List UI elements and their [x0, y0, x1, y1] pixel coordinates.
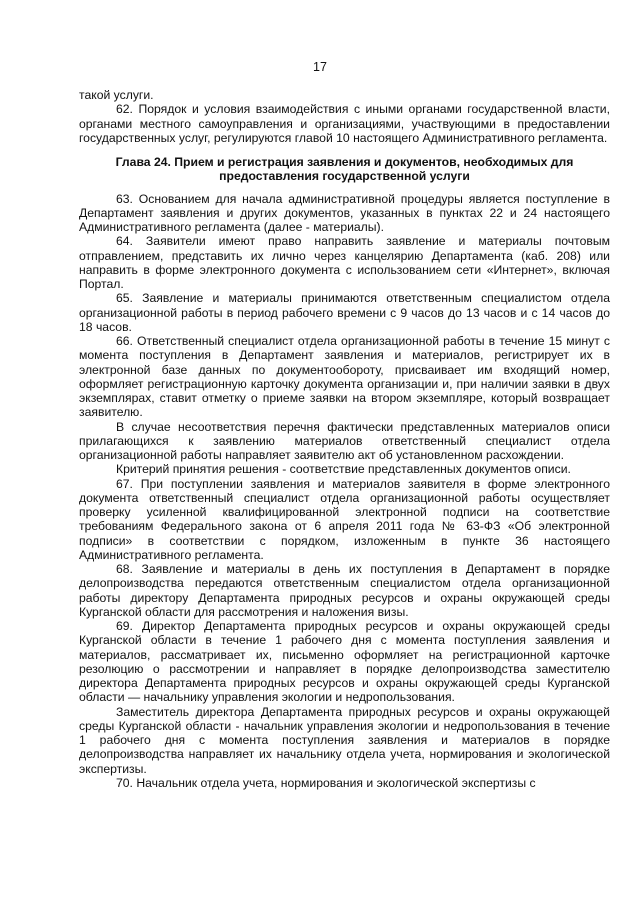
document-body: [79, 88, 610, 790]
paragraph-69: 69. Директор Департамента природных ресурсов и охраны окружающей среды Курганской области в течение 1 рабочего дня с момента поступления заявления и материалов, рассматривает их, письменно оформляет на регистрационной карточке резолюцию о рассмотрении и направляет в порядке делопроизводства заместителю директора Департамента природных ресурсов и охраны окружающей среды Курганской области — начальнику управления экологии и недропользования.: [79, 619, 610, 705]
paragraph-64: 64. Заявители имеют право направить заявление и материалы почтовым отправлением, представить их лично через канцелярию Департамента (каб. 208) или направить в форме электронного документа с использованием сети «Интернет», включая Портал.: [79, 234, 610, 291]
paragraph-continuation: такой услуги.: [79, 88, 154, 102]
paragraph-63: 63. Основанием для начала административной процедуры является поступление в Департамент заявления и других документов, указанных в пунктах 22 и 24 настоящего Административного регламента (далее - материалы).: [79, 191, 610, 234]
paragraph-70: 70. Начальник отдела учета, нормирования и экологической экспертизы с: [116, 775, 536, 790]
paragraph-66-mismatch: В случае несоответствия перечня фактически представленных материалов описи прилагающихся к заявлению материалов ответственный специалист отдела организационной работы направляет заявителю акт об установленном расхождении.: [79, 419, 610, 462]
chapter-title: Глава 24. Прием и регистрация заявления и документов, необходимых для предоставления государственной услуги: [115, 155, 574, 184]
paragraph-66-criterion: Критерий принятия решения - соответствие представленных документов описи.: [116, 462, 571, 477]
paragraph-67: 67. При поступлении заявления и материалов заявителя в форме электронного документа ответственный специалист отдела организационной работы осуществляет проверку усиленной квалифицированной электронной подписи на соответствие требованиям Федерального закона от 6 апреля 2011 года № 63-ФЗ «Об электронной подписи» в соответствии с порядком, изложенным в пункте 36 настоящего Административного регламента.: [79, 476, 610, 562]
paragraph-65: 65. Заявление и материалы принимаются ответственным специалистом отдела организационной работы в период рабочего времени с 9 часов до 13 часов и с 14 часов до 18 часов.: [79, 291, 610, 334]
paragraph-62: 62. Порядок и условия взаимодействия с иными органами государственной власти, органами местного самоуправления и организациями, участвующими в предоставлении государственных услуг, регулируются главой 10 настоящего Административного регламента.: [79, 102, 610, 145]
paragraph-69-deputy: Заместитель директора Департамента природных ресурсов и охраны окружающей среды Курганской области - начальник управления экологии и недропользования в течение 1 рабочего дня с момента поступления заявления и материалов в порядке делопроизводства направляет их начальнику отдела учета, нормирования и экологической экспертизы.: [79, 704, 610, 776]
page-number: 17: [313, 60, 327, 74]
paragraph-66: 66. Ответственный специалист отдела организационной работы в течение 15 минут с момента поступления в Департамент заявления и материалов, регистрирует их в электронной базе данных по документообороту, присваивает им входящий номер, оформляет регистрационную карточку документа организации и, при наличии заявки в двух экземплярах, ставит отметку о приеме заявки на втором экземпляре, который возвращает заявителю.: [79, 334, 610, 420]
paragraph-68: 68. Заявление и материалы в день их поступления в Департамент в порядке делопроизводства передаются ответственным специалистом отдела организационной работы директору Департамента природных ресурсов и охраны окружающей среды Курганской области для рассмотрения и наложения визы.: [79, 562, 610, 619]
